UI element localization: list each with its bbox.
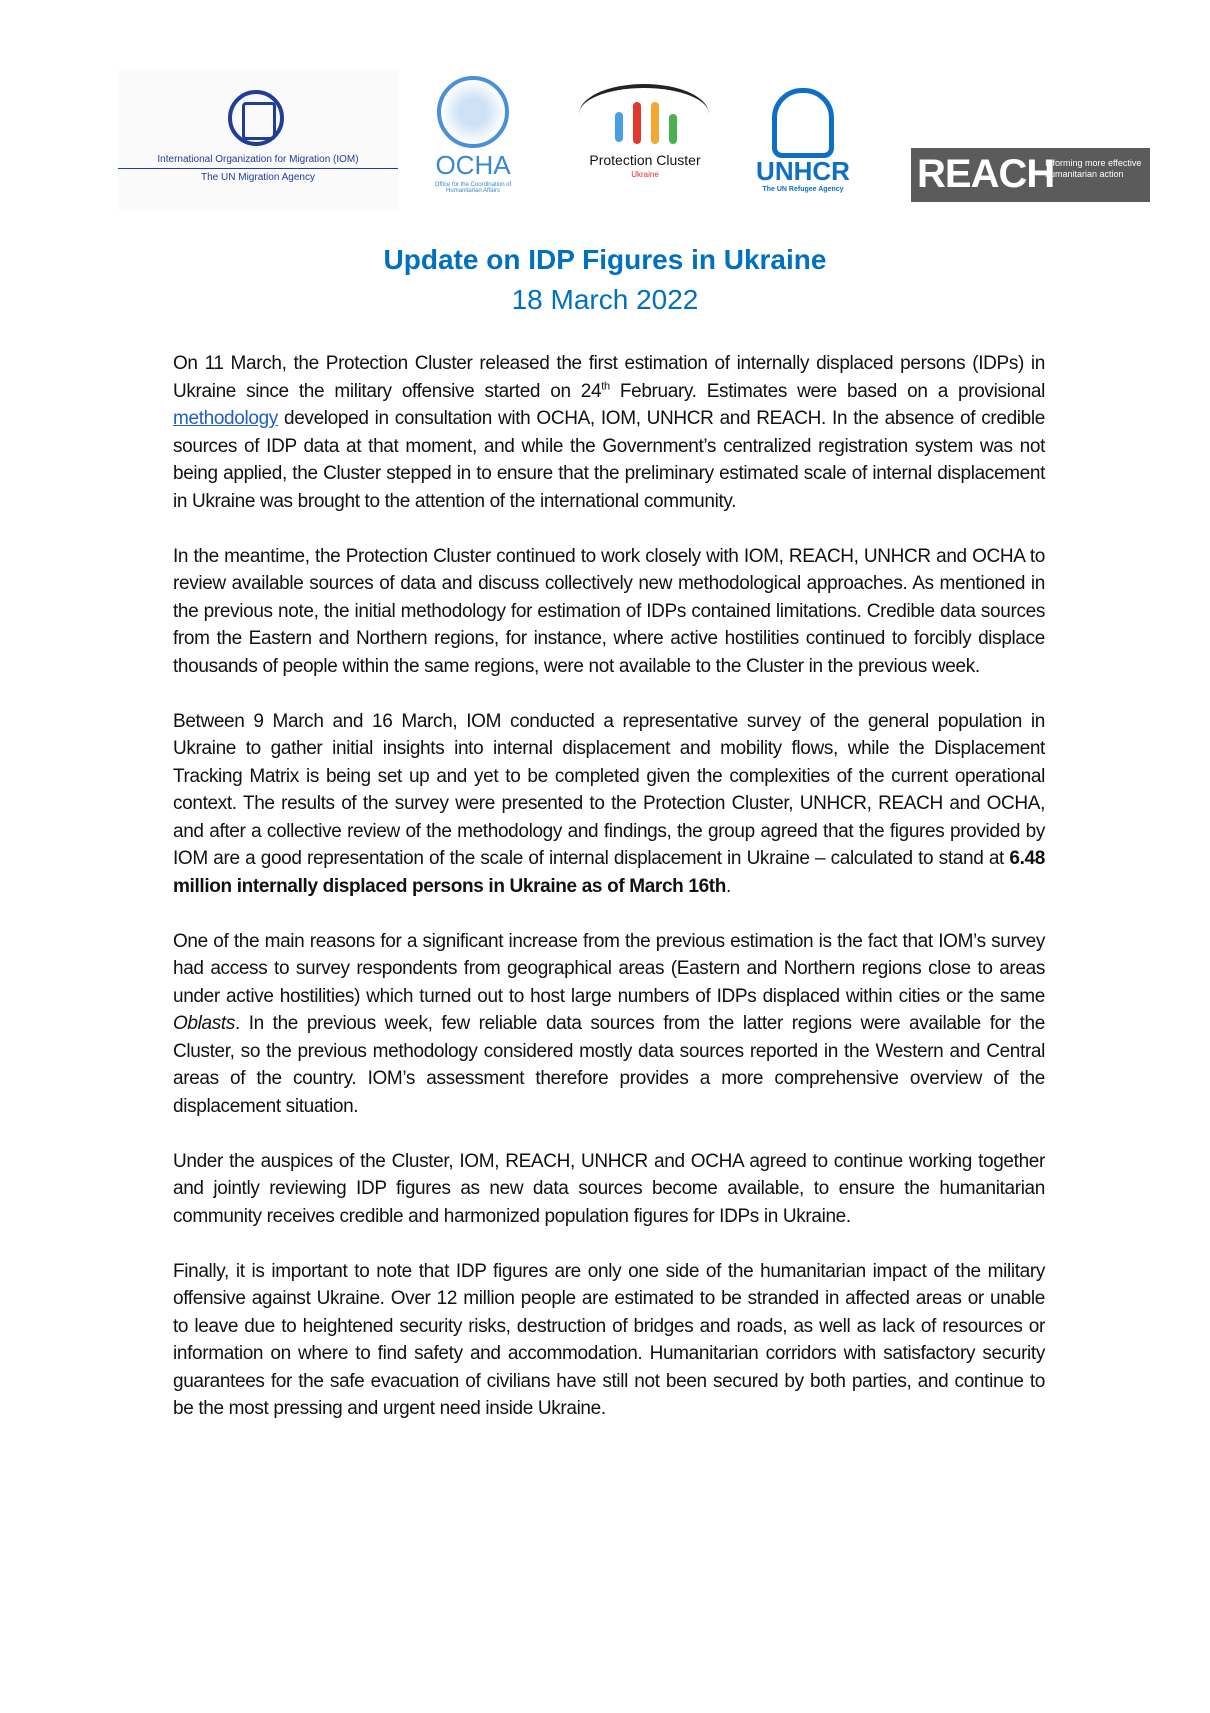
ocha-logo-sub: Office for the Coordination of Humanitarian Affairs bbox=[434, 182, 512, 194]
paragraph-2: In the meantime, the Protection Cluster continued to work closely with IOM, REACH, UNHCR and OCHA to review available sources of data and discuss collectively new methodological approaches. As mentioned in the previous note, the initial methodology for estimation of IDPs contained limitations. Credible data sources from the Eastern and Northern regions, for instance, where active hostilities continued to forcibly displace thousands of people within the same regions, were not available to the Cluster in the previous week. bbox=[173, 545, 1045, 677]
text: February. Estimates were based on a provisional bbox=[609, 380, 1045, 402]
unhcr-logo-name: UNHCR bbox=[756, 156, 850, 186]
person-figure-icon bbox=[651, 102, 659, 144]
unhcr-logo-sub: The UN Refugee Agency bbox=[762, 186, 844, 193]
partner-logos bbox=[118, 70, 1150, 210]
person-figure-icon bbox=[669, 114, 677, 144]
iom-logo bbox=[118, 70, 398, 210]
reach-logo-tagline: Informing more effective humanitarian action bbox=[1045, 158, 1142, 179]
un-emblem-icon bbox=[437, 76, 509, 148]
protection-cluster-sub: Ukraine bbox=[631, 170, 659, 179]
text: One of the main reasons for a significant increase from the previous estimation is the fact that IOM’s survey had access to survey respondents from geographical areas (Eastern and Northern regions close to areas under active hostilities) which turned out to host large numbers of IDPs displaced within cities or the same bbox=[173, 930, 1045, 1007]
protection-cluster-logo bbox=[575, 70, 715, 210]
document-body bbox=[173, 350, 1045, 1450]
reach-logo bbox=[911, 148, 1150, 202]
iom-globe-icon bbox=[228, 90, 284, 146]
idp-figure-highlight: 6.48 million internally displaced persons in Ukraine as of March 16th bbox=[173, 848, 1045, 897]
reach-logo-name: REACH bbox=[917, 152, 1055, 196]
document-title: Update on IDP Figures in Ukraine bbox=[383, 244, 827, 275]
text: . bbox=[726, 875, 731, 897]
iom-logo-line1: International Organization for Migration (IOM) bbox=[118, 154, 398, 169]
text: . In the previous week, few reliable data sources from the latter regions were available for the Cluster, so the previous methodology considered mostly data sources reported in the Western and Central areas of the country. IOM’s assessment therefore provides a more comprehensive overview of the displacement situation. bbox=[173, 1013, 1045, 1117]
superscript: th bbox=[601, 380, 610, 393]
ocha-logo-name: OCHA bbox=[435, 150, 511, 180]
person-figure-icon bbox=[615, 112, 623, 142]
paragraph-5: Under the auspices of the Cluster, IOM, REACH, UNHCR and OCHA agreed to continue working together and jointly reviewing IDP figures as new data sources become available, to ensure the humanitarian community receives credible and harmonized population figures for IDPs in Ukraine. bbox=[173, 1150, 1045, 1227]
unhcr-hands-icon bbox=[772, 88, 834, 158]
paragraph-6: Finally, it is important to note that IDP figures are only one side of the humanitarian impact of the military offensive against Ukraine. Over 12 million people are estimated to be stranded in affected areas or unable to leave due to heightened security risks, destruction of bridges and roads, as well as lack of resources or information on where to find safety and accommodation. Humanitarian corridors with satisfactory security guarantees for the safe evacuation of civilians have still not been secured by both parties, and continue to be the most pressing and urgent need inside Ukraine. bbox=[173, 1260, 1045, 1419]
unhcr-logo bbox=[748, 70, 858, 210]
text: On 11 March, the Protection Cluster released the first estimation of internally displaced persons (IDPs) in Ukraine since the military offensive started on 24 bbox=[173, 353, 1045, 402]
arc-icon bbox=[579, 84, 709, 144]
ocha-logo bbox=[423, 70, 523, 210]
text: Between 9 March and 16 March, IOM conducted a representative survey of the general population in Ukraine to gather initial insights into internal displacement and mobility flows, while the Displacement Tracking Matrix is being set up and yet to be completed given the complexities of the current operational context. The results of the survey were presented to the Protection Cluster, UNHCR, REACH and OCHA, and after a collective review of the methodology and findings, the group agreed that the figures provided by IOM are a good representation of the scale of internal displacement in Ukraine – calculated to stand at bbox=[173, 710, 1045, 869]
text: developed in consultation with OCHA, IOM, UNHCR and REACH. In the absence of credible sources of IDP data at that moment, and while the Government’s centralized registration system was not being applied, the Cluster stepped in to ensure that the preliminary estimated scale of internal displacement in Ukraine was brought to the attention of the international community. bbox=[173, 408, 1045, 512]
methodology-link[interactable]: methodology bbox=[173, 408, 278, 429]
iom-logo-line2: The UN Migration Agency bbox=[201, 172, 315, 183]
person-figure-icon bbox=[633, 102, 641, 144]
paragraph-1 bbox=[173, 350, 1045, 515]
document-date: 18 March 2022 bbox=[511, 284, 699, 315]
paragraph-3 bbox=[173, 708, 1045, 901]
italic-term: Oblasts bbox=[173, 1013, 235, 1034]
paragraph-4 bbox=[173, 928, 1045, 1121]
protection-cluster-name: Protection Cluster bbox=[589, 152, 701, 168]
